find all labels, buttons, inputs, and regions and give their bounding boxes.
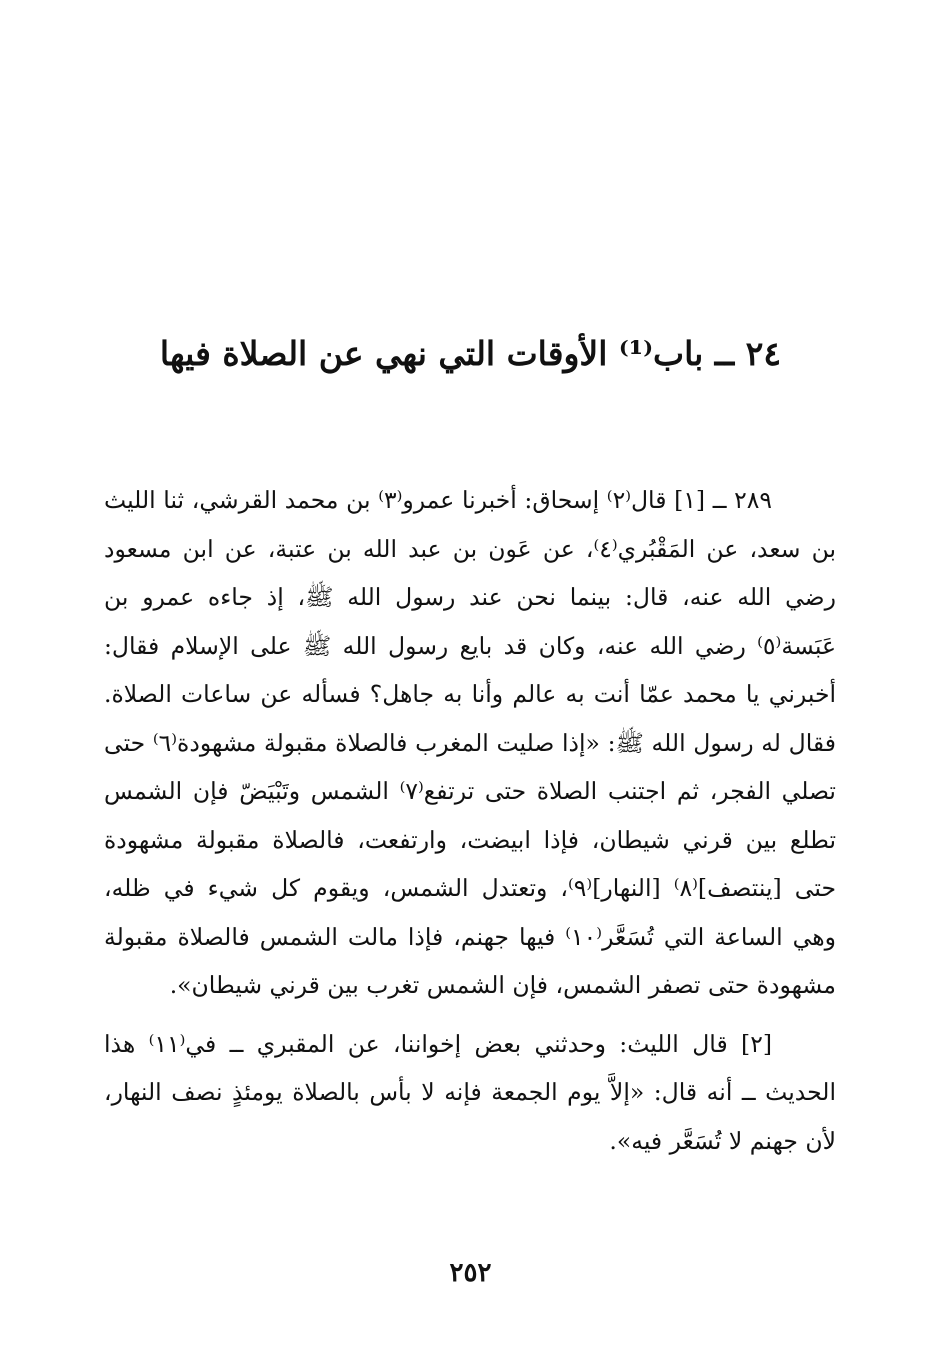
layth-narration-paragraph: [٢] قال الليث: وحدثني بعض إخواننا، عن المقبري ــ في⁽١١⁾ هذا الحديث ــ أنه قال: «إلاَّ يوم الجمعة فإنه لا بأس بالصلاة يومئذٍ نصف النهار، لأن جهنم لا تُسَعَّر فيه». [104, 1029, 836, 1155]
chapter-heading: ٢٤ ــ باب⁽¹⁾ الأوقات التي نهي عن الصلاة فيها [159, 334, 782, 373]
main-text [104, 476, 836, 1165]
page-number: ٢٥٢ [449, 1258, 492, 1288]
hadith-289-paragraph: ٢٨٩ ــ [١] قال⁽٢⁾ إسحاق: أخبرنا عمرو⁽٣⁾ بن محمد القرشي، ثنا الليث بن سعد، عن المَقْبُري⁽٤⁾، عن عَون بن عبد الله بن عتبة، عن ابن مسعود رضي الله عنه، قال: بينما نحن عند رسول الله ﷺ، إذ جاءه عمرو بن عَبَسة⁽٥⁾ رضي الله عنه، وكان قد بايع رسول الله ﷺ على الإسلام فقال: أخبرني يا محمد عمّا أنت به عالم وأنا به جاهل؟ فسأله عن ساعات الصلاة. فقال له رسول الله ﷺ: «إذا صليت المغرب فالصلاة مقبولة مشهودة⁽٦⁾ حتى تصلي الفجر، ثم اجتنب الصلاة حتى ترتفع⁽٧⁾ الشمس وتَبْيَضّ فإن الشمس تطلع بين قرني شيطان، فإذا ابيضت، وارتفعت، فالصلاة مقبولة مشهودة حتى [ينتصف]⁽٨⁾ [النهار]⁽٩⁾، وتعتدل الشمس، ويقوم كل شيء في ظله، وهي الساعة التي تُسَعَّر⁽١٠⁾ فيها جهنم، فإذا مالت الشمس فالصلاة مقبولة مشهودة حتى تصفر الشمس، فإن الشمس تغرب بين قرني شيطان». [104, 486, 836, 999]
